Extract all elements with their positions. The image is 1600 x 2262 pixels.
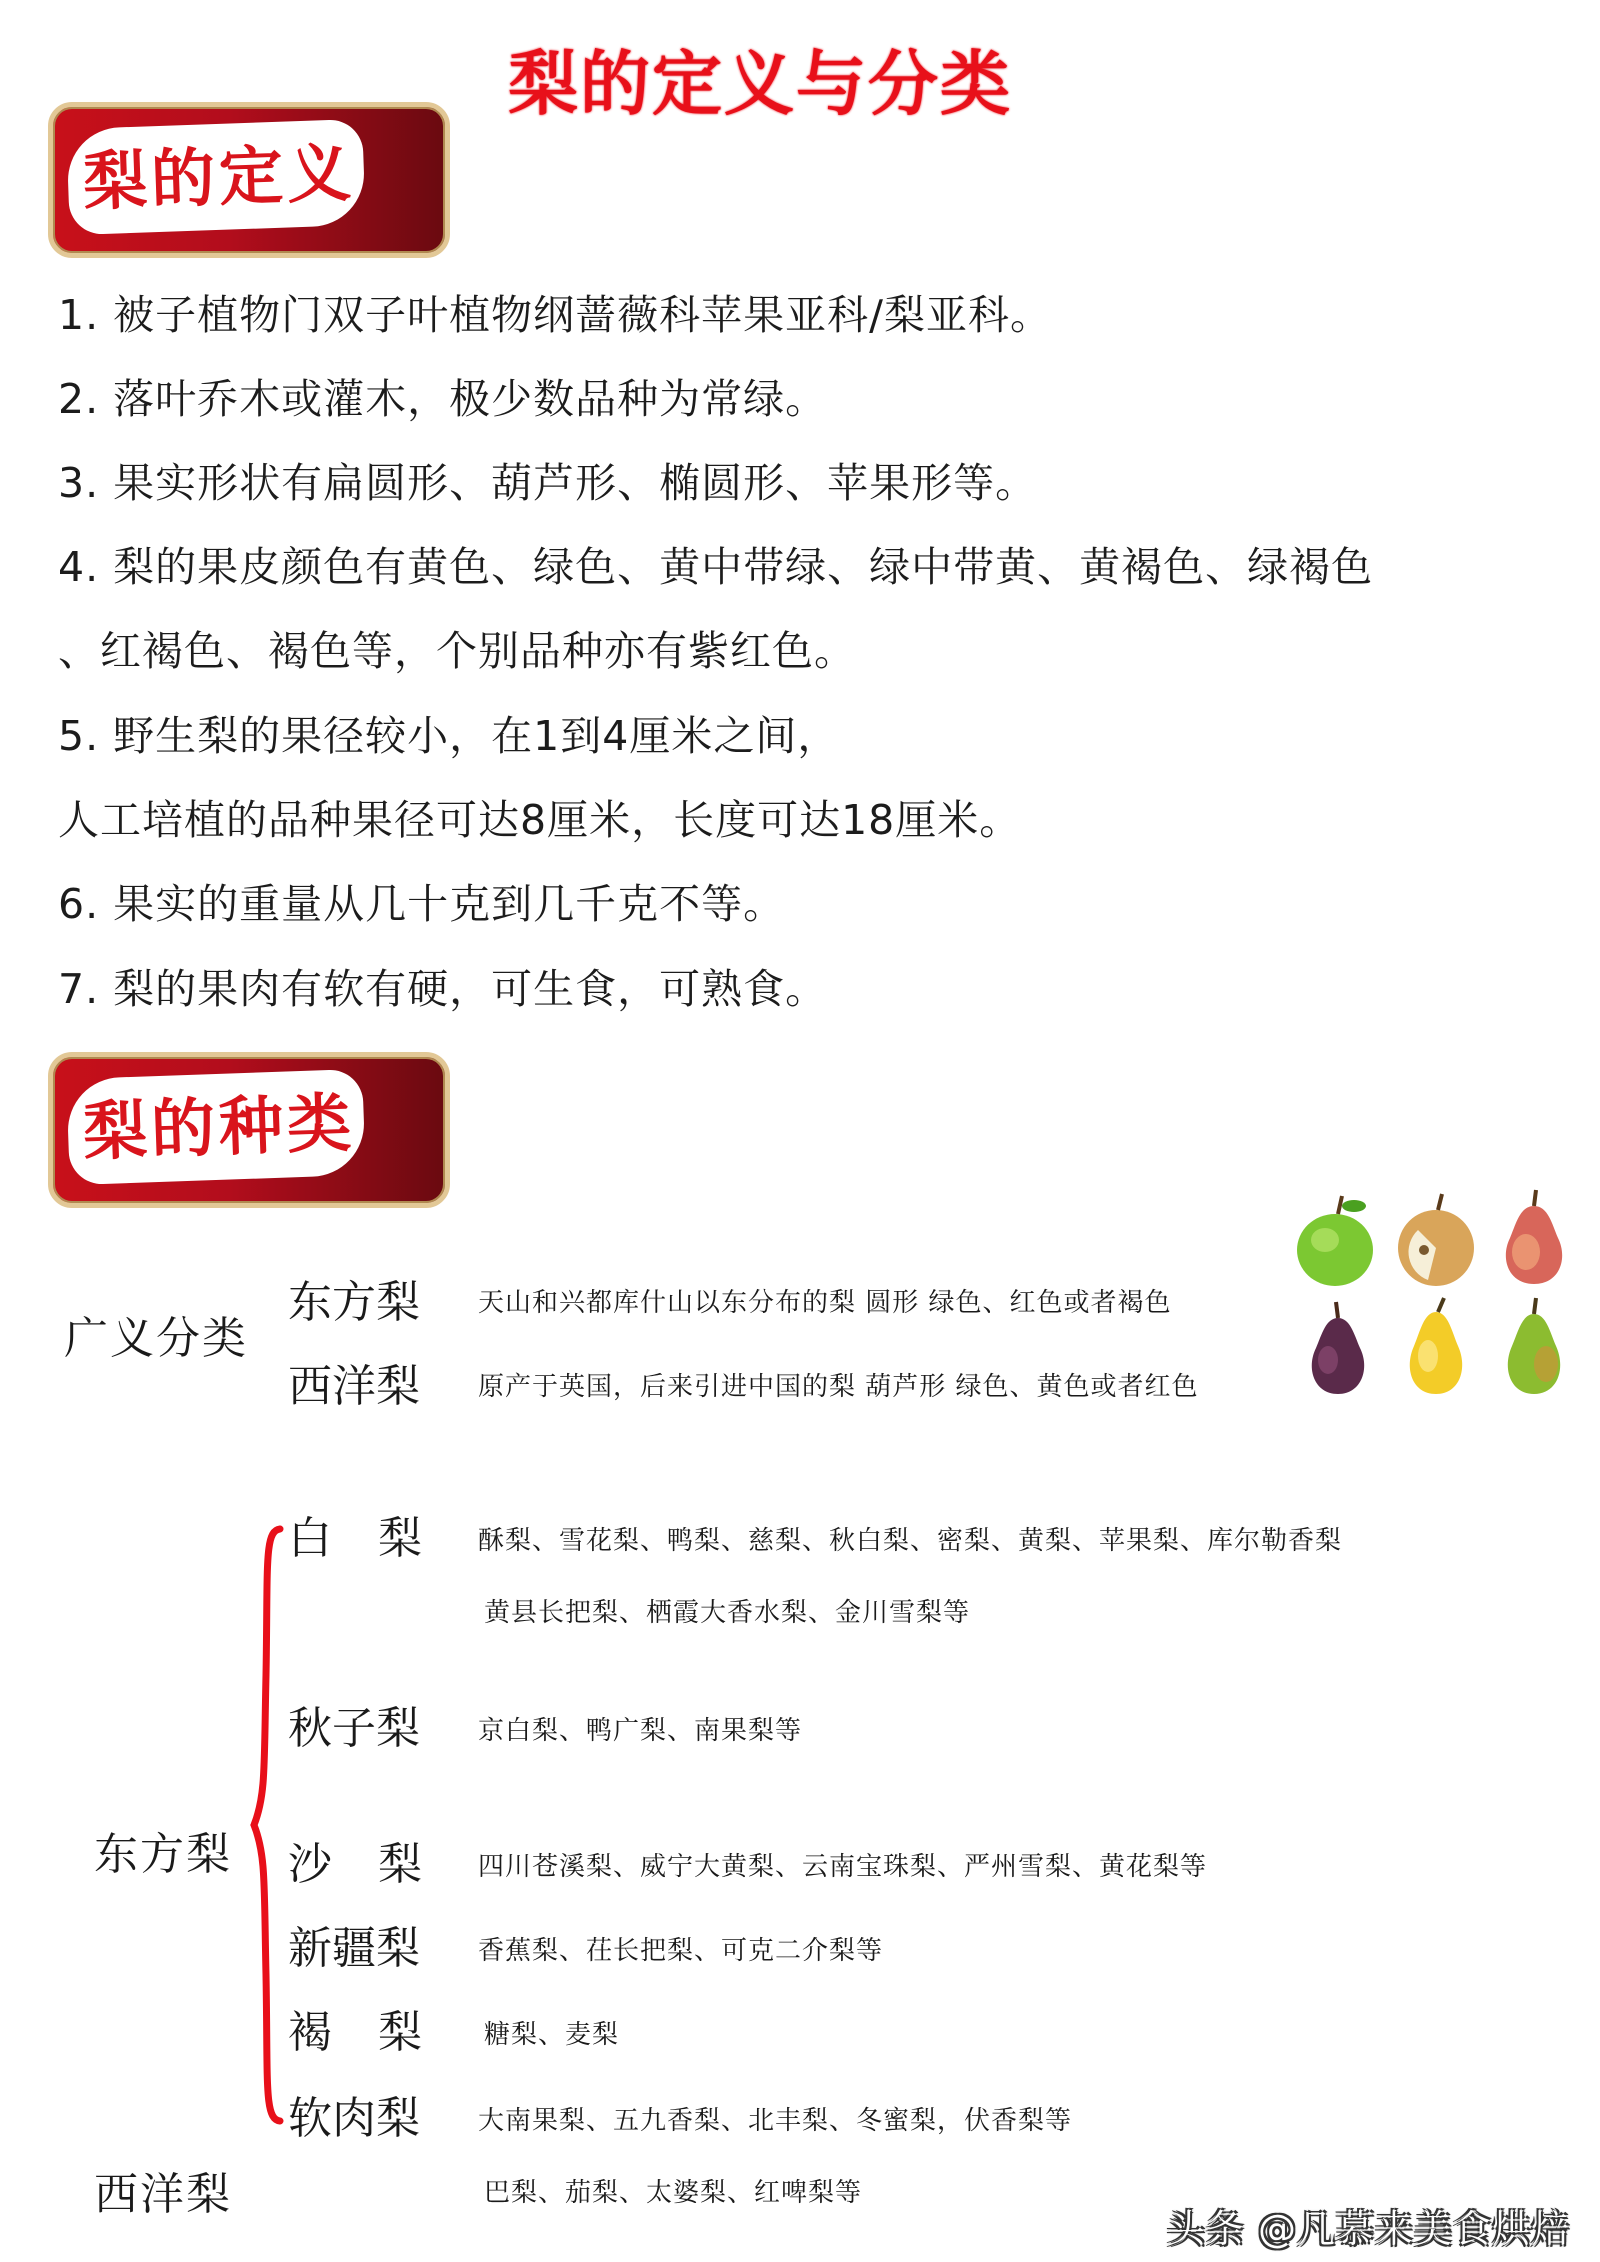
banner-label: 梨的定义 <box>81 136 357 221</box>
definition-line: 3. 果实形状有扁圆形、葫芦形、椭圆形、苹果形等。 <box>58 459 1038 507</box>
type-desc-bai-li-2: 黄县长把梨、栖霞大香水梨、金川雪梨等 <box>484 1598 971 1628</box>
western-category-label: 西洋梨 <box>94 2169 232 2220</box>
red-pear-icon <box>1486 1184 1581 1290</box>
type-desc-eastern: 天山和兴都库什山以东分布的梨 圆形 绿色、红色或者褐色 <box>478 1288 1172 1318</box>
type-name-qiuzi-li: 秋子梨 <box>288 1703 420 1754</box>
type-name-xinjiang-li: 新疆梨 <box>288 1923 420 1974</box>
cut-asian-pear-icon <box>1388 1190 1483 1290</box>
eastern-category-label: 东方梨 <box>94 1829 232 1880</box>
section-banner-definition <box>48 102 450 258</box>
definition-line: 2. 落叶乔木或灌木，极少数品种为常绿。 <box>58 375 828 423</box>
type-desc-he-li: 糖梨、麦梨 <box>484 2020 620 2050</box>
page-title: 梨的定义与分类 <box>508 43 1012 125</box>
type-desc-ruanrou-li: 大南果梨、五九香梨、北丰梨、冬蜜梨，伏香梨等 <box>478 2106 1073 2136</box>
pear-photo-group <box>1290 1190 1580 1400</box>
definition-line: 4. 梨的果皮颜色有黄色、绿色、黄中带绿、绿中带黄、黄褐色、绿褐色 <box>58 543 1374 591</box>
type-desc-western: 原产于英国，后来引进中国的梨 葫芦形 绿色、黄色或者红色 <box>478 1372 1199 1402</box>
type-desc-sha-li: 四川苍溪梨、威宁大黄梨、云南宝珠梨、严州雪梨、黄花梨等 <box>478 1852 1208 1882</box>
purple-pear-icon <box>1290 1294 1385 1400</box>
definition-line: 5. 野生梨的果径较小，在1到4厘米之间， <box>58 712 840 760</box>
definition-line: 、红褐色、褐色等，个别品种亦有紫红色。 <box>58 627 856 675</box>
red-brace-icon <box>250 1525 284 2125</box>
type-desc-xinjiang-li: 香蕉梨、茌长把梨、可克二介梨等 <box>478 1936 884 1966</box>
type-name-bai-li: 白梨 <box>288 1513 468 1564</box>
watermark: 头条 @凡慕来美食烘焙 <box>1166 2207 1570 2251</box>
type-name-he-li: 褐梨 <box>288 2007 468 2058</box>
type-desc-western-li: 巴梨、茄梨、太婆梨、红啤梨等 <box>484 2178 863 2208</box>
definition-line: 7. 梨的果肉有软有硬，可生食，可熟食。 <box>58 965 828 1013</box>
broad-category-label: 广义分类 <box>64 1313 248 1364</box>
type-desc-qiuzi-li: 京白梨、鸭广梨、南果梨等 <box>478 1716 803 1746</box>
green-pear-icon <box>1486 1294 1581 1400</box>
definition-line: 6. 果实的重量从几十克到几千克不等。 <box>58 880 786 928</box>
definition-line: 1. 被子植物门双子叶植物纲蔷薇科苹果亚科/梨亚科。 <box>58 291 1052 339</box>
type-name-eastern: 东方梨 <box>288 1277 420 1328</box>
type-desc-bai-li-1: 酥梨、雪花梨、鸭梨、慈梨、秋白梨、密梨、黄梨、苹果梨、库尔勒香梨 <box>478 1526 1343 1556</box>
type-name-ruanrou-li: 软肉梨 <box>288 2093 420 2144</box>
green-apple-pear-icon <box>1290 1190 1385 1290</box>
yellow-pear-icon <box>1388 1294 1483 1400</box>
section-banner-types <box>48 1052 450 1208</box>
type-name-western: 西洋梨 <box>288 1361 420 1412</box>
definition-line: 人工培植的品种果径可达8厘米，长度可达18厘米。 <box>58 796 1022 844</box>
type-name-sha-li: 沙梨 <box>288 1839 468 1890</box>
banner-label: 梨的种类 <box>81 1086 357 1171</box>
